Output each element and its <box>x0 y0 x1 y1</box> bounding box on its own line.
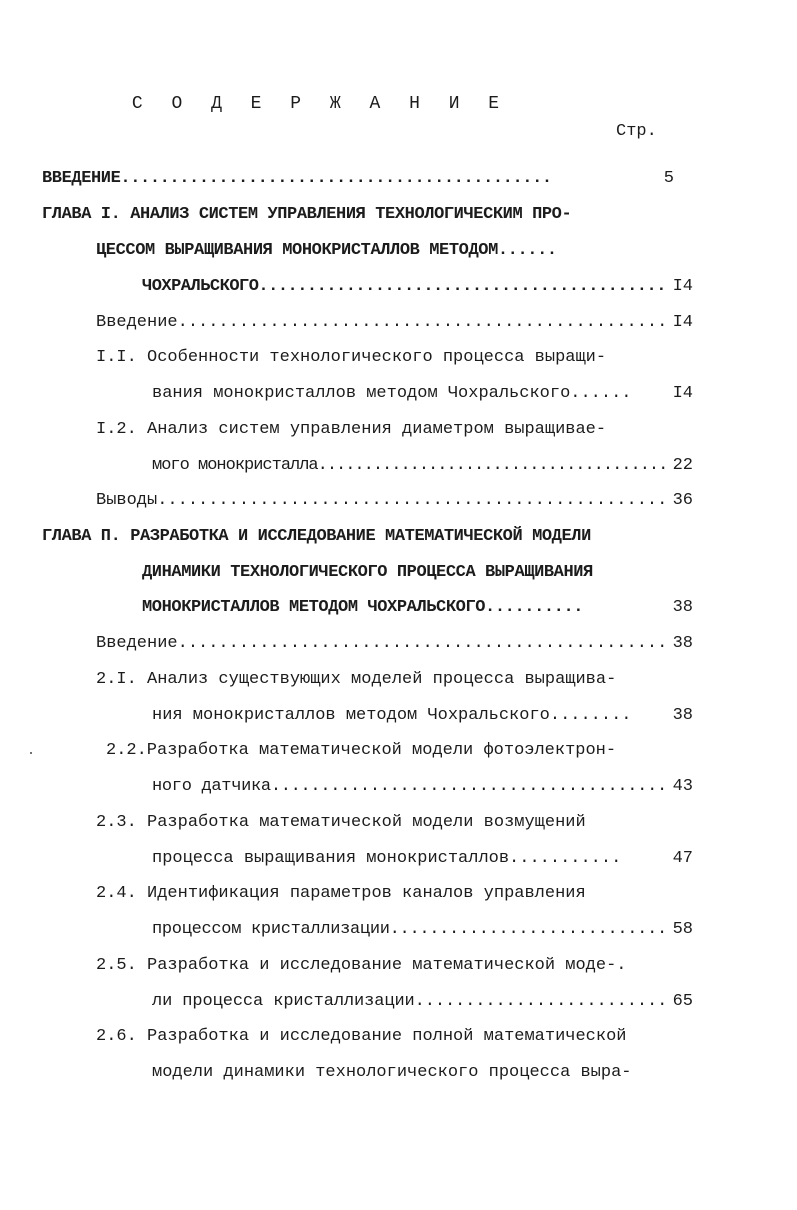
page-title: С О Д Е Р Ж А Н И Е <box>131 94 509 114</box>
toc-chapter-2-line-2: ДИНАМИКИ ТЕХНОЛОГИЧЕСКОГО ПРОЦЕССА ВЫРАЩИВАНИЯ <box>142 563 593 582</box>
toc-page-number: 58 <box>672 920 693 939</box>
toc-page-number: 5 <box>663 169 674 188</box>
scan-speck <box>30 752 32 754</box>
toc-entry-ch2-intro: Введение................................................ <box>96 634 668 653</box>
toc-chapter-1-line-1: ГЛАВА I. АНАЛИЗ СИСТЕМ УПРАВЛЕНИЯ ТЕХНОЛОГИЧЕСКИМ ПРО- <box>42 205 572 224</box>
toc-page-number: 38 <box>672 598 693 617</box>
toc-section-2-3-line-1: 2.3. Разработка математической модели возмущений <box>96 813 586 832</box>
toc-chapter-1-line-2: ЦЕССОМ ВЫРАЩИВАНИЯ МОНОКРИСТАЛЛОВ МЕТОДОМ...... <box>96 241 557 260</box>
toc-entry-introduction: ВВЕДЕНИЕ............................................ <box>42 169 552 188</box>
toc-section-1-2-line-2: мого монокристалла...................................... <box>152 456 668 475</box>
toc-page-number: 22 <box>672 456 693 475</box>
toc-page-number: 43 <box>672 777 693 796</box>
toc-chapter-2-line-1: ГЛАВА П. РАЗРАБОТКА И ИССЛЕДОВАНИЕ МАТЕМАТИЧЕСКОЙ МОДЕЛИ <box>42 527 591 546</box>
toc-section-2-6-line-2: модели динамики технологического процесса выра- <box>152 1063 632 1082</box>
toc-section-1-2-line-1: I.2. Анализ систем управления диаметром выращивае- <box>96 420 607 439</box>
toc-section-2-2-line-1: 2.2.Разработка математической модели фотоэлектрон- <box>106 741 617 760</box>
toc-page-number: 47 <box>672 849 693 868</box>
toc-section-2-1-line-2: ния монокристаллов методом Чохральского........ <box>152 706 632 725</box>
toc-entry-ch1-intro: Введение................................................ <box>96 313 668 332</box>
toc-page-number: 65 <box>672 992 693 1011</box>
toc-section-2-3-line-2: процесса выращивания монокристаллов........... <box>152 849 622 868</box>
toc-section-2-2-line-2: ного датчика........................................ <box>152 777 667 796</box>
toc-page-number: 38 <box>672 634 693 653</box>
toc-section-2-4-line-1: 2.4. Идентификация параметров каналов управления <box>96 884 586 903</box>
toc-page-number: 36 <box>672 491 693 510</box>
page-column-label: Стр. <box>616 122 657 141</box>
toc-chapter-2-line-3: МОНОКРИСТАЛЛОВ МЕТОДОМ ЧОХРАЛЬСКОГО.......... <box>142 598 584 617</box>
toc-entry-ch1-conclusions: Выводы.................................................. <box>96 491 668 510</box>
toc-section-2-1-line-1: 2.I. Анализ существующих моделей процесса выращива- <box>96 670 617 689</box>
toc-chapter-1-line-3: ЧОХРАЛЬСКОГО.......................................... <box>142 277 666 296</box>
toc-page-number: I4 <box>672 384 693 403</box>
toc-page-number: I4 <box>672 277 693 296</box>
toc-section-2-6-line-1: 2.6. Разработка и исследование полной математической <box>96 1027 627 1046</box>
toc-section-1-1-line-2: вания монокристаллов методом Чохральского...... <box>152 384 632 403</box>
toc-section-2-5-line-2: ли процесса кристаллизации......................... <box>152 992 668 1011</box>
toc-section-2-4-line-2: процессом кристаллизации............................ <box>152 920 667 939</box>
toc-page-number: 38 <box>672 706 693 725</box>
toc-section-2-5-line-1: 2.5. Разработка и исследование математической моде-. <box>96 956 627 975</box>
toc-section-1-1-line-1: I.I. Особенности технологического процесса выращи- <box>96 348 607 367</box>
toc-page-number: I4 <box>672 313 693 332</box>
